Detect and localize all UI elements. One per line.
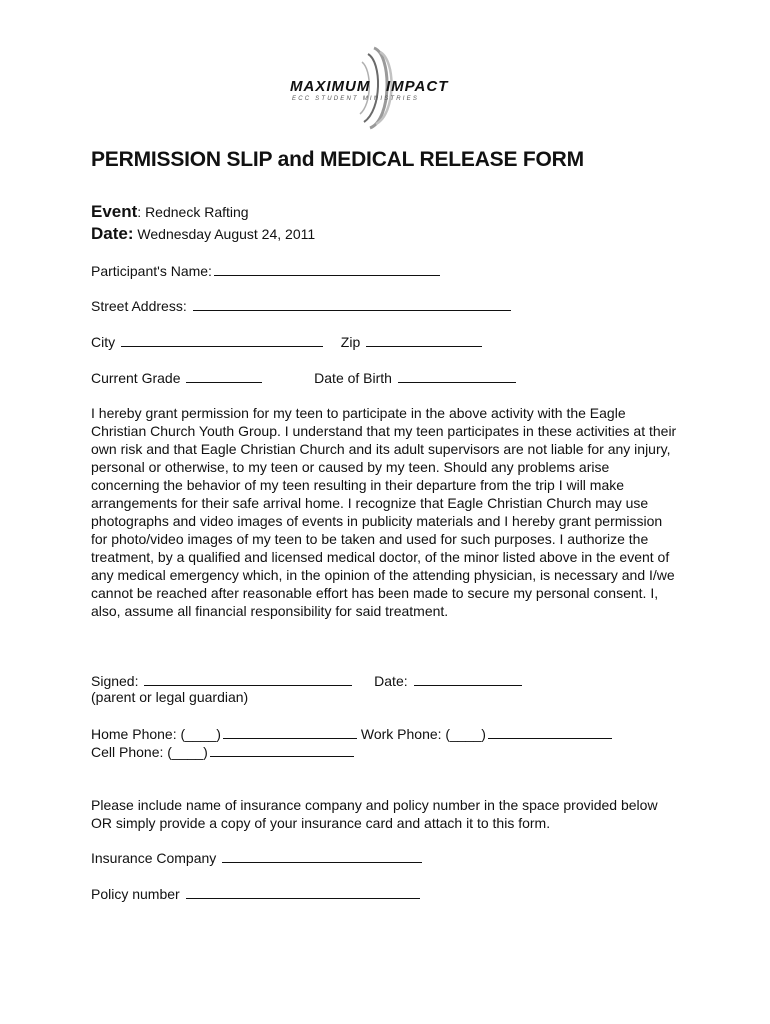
- policy-number-field[interactable]: [186, 885, 420, 899]
- form-title: PERMISSION SLIP and MEDICAL RELEASE FORM: [91, 148, 584, 171]
- signature-date-label: Date:: [374, 673, 408, 689]
- signed-label: Signed:: [91, 673, 139, 689]
- logo-word-maximum: MAXIMUM: [290, 78, 371, 95]
- street-address-row: [91, 297, 511, 314]
- event-label: Event: [91, 202, 138, 221]
- date-of-birth-label: Date of Birth: [314, 370, 392, 386]
- city-field[interactable]: [121, 333, 323, 347]
- zip-field[interactable]: [366, 333, 482, 347]
- insurance-company-field[interactable]: [222, 849, 422, 863]
- insurance-company-row: [91, 849, 422, 866]
- consent-paragraph: I hereby grant permission for my teen to participate in the above activity with the Eagle Christian Church Youth Group. I understand that my teen participates in these activities at their own risk and that Eagle Christian Church and its adult supervisors are not liable for any injury, personal or otherwise, to my teen or caused by my teen. Should any problems arise concerning the behavior of my teen resulting in their departure from the trip I will make arrangements for their safe arrival home. I recognize that Eagle Christian Church may use photographs and video images of events in publicity materials and I hereby grant permission for photo/video images of my teen to be taken and used for such purposes. I authorize the treatment, by a qualified and licensed medical doctor, of the minor listed above in the event of any medical emergency which, in the opinion of the attending physician, is necessary and I/we cannot be reached after reasonable effort has been made to secure my personal consent. I, also, assume all financial responsibility for said treatment.: [91, 405, 677, 619]
- city-zip-row: [91, 333, 482, 350]
- work-phone-field[interactable]: [488, 725, 612, 739]
- insurance-company-label: Insurance Company: [91, 850, 217, 866]
- insurance-instructions: Please include name of insurance company and policy number in the space provided below OR simply provide a copy of your insurance card and attach it to this form.: [91, 797, 658, 831]
- event-line: [91, 202, 249, 222]
- signature-field[interactable]: [144, 672, 352, 686]
- participant-name-field[interactable]: [214, 262, 440, 276]
- date-label: Date:: [91, 224, 134, 243]
- logo-subtitle: ECC STUDENT MINISTRIES: [292, 96, 420, 102]
- street-address-field[interactable]: [193, 297, 511, 311]
- home-phone-label: Home Phone: (____): [91, 726, 221, 742]
- policy-number-row: [91, 885, 420, 902]
- cell-phone-label: Cell Phone: (____): [91, 744, 208, 760]
- policy-number-label: Policy number: [91, 886, 180, 902]
- date-of-birth-field[interactable]: [398, 369, 516, 383]
- signature-date-field[interactable]: [414, 672, 522, 686]
- maximum-impact-logo: [282, 44, 462, 130]
- current-grade-label: Current Grade: [91, 370, 181, 386]
- event-value: : Redneck Rafting: [137, 204, 249, 220]
- logo-word-impact: IMPACT: [386, 78, 449, 95]
- cell-phone-field[interactable]: [210, 743, 354, 757]
- guardian-note: (parent or legal guardian): [91, 689, 249, 705]
- participant-name-row: [91, 262, 440, 279]
- city-label: City: [91, 334, 116, 350]
- work-phone-label: Work Phone: (____): [360, 726, 486, 742]
- cell-phone-row: [91, 743, 354, 760]
- current-grade-field[interactable]: [186, 369, 262, 383]
- participant-name-label: Participant's Name:: [91, 263, 212, 279]
- grade-dob-row: [91, 369, 516, 386]
- date-value: Wednesday August 24, 2011: [133, 226, 316, 242]
- date-line: [91, 224, 315, 244]
- zip-label: Zip: [340, 334, 361, 350]
- home-phone-field[interactable]: [223, 725, 357, 739]
- street-address-label: Street Address:: [91, 298, 187, 314]
- signature-row: [91, 672, 522, 689]
- home-work-phone-row: [91, 725, 612, 742]
